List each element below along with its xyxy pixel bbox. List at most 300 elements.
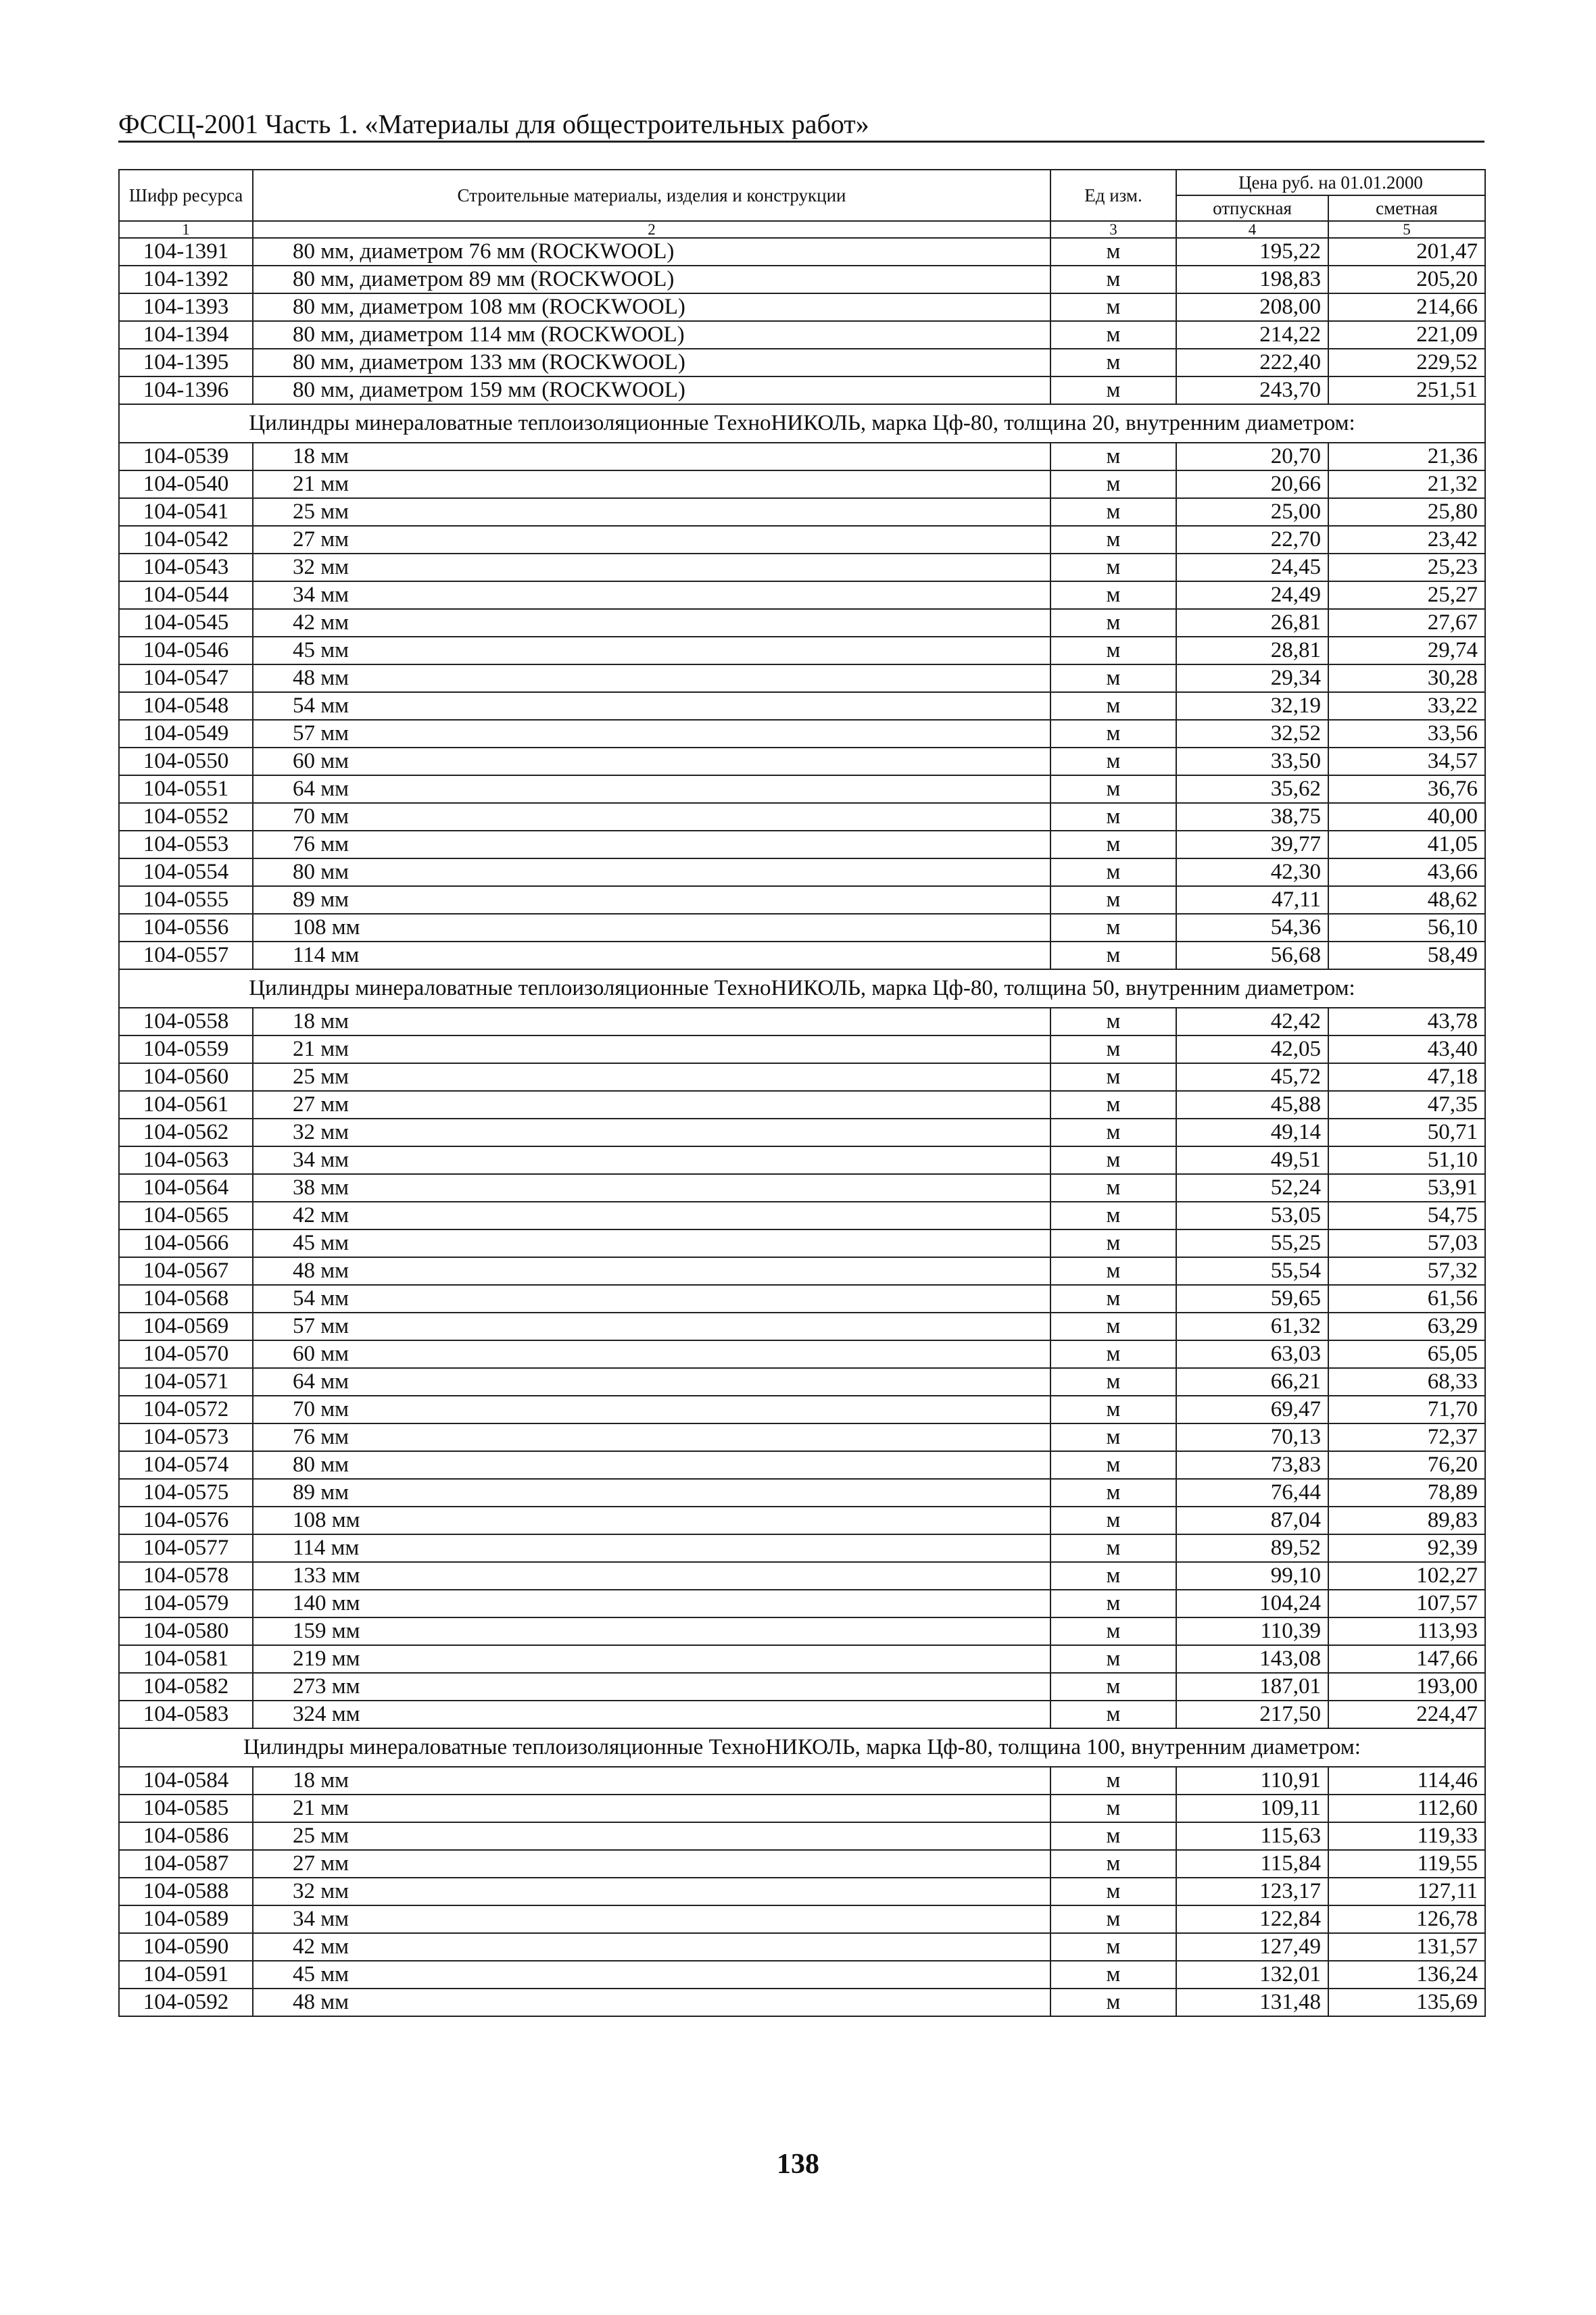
table-row xyxy=(119,1850,1485,1878)
cell-estimate-price: 63,29 xyxy=(1328,1313,1485,1340)
cell-code: 104-1391 xyxy=(119,238,253,266)
cell-unit: м xyxy=(1050,443,1176,470)
table-row xyxy=(119,1146,1485,1174)
cell-name: 34 мм xyxy=(253,1905,1050,1933)
cell-code: 104-0564 xyxy=(119,1174,253,1202)
cell-release-price: 76,44 xyxy=(1176,1479,1328,1507)
cell-release-price: 24,49 xyxy=(1176,581,1328,609)
cell-release-price: 69,47 xyxy=(1176,1396,1328,1423)
table-row xyxy=(119,886,1485,914)
cell-unit: м xyxy=(1050,1396,1176,1423)
cell-estimate-price: 25,23 xyxy=(1328,554,1485,581)
cell-code: 104-1396 xyxy=(119,376,253,404)
cell-name: 64 мм xyxy=(253,1368,1050,1396)
cell-estimate-price: 224,47 xyxy=(1328,1701,1485,1728)
cell-unit: м xyxy=(1050,1119,1176,1146)
table-row xyxy=(119,1035,1485,1063)
cell-name: 34 мм xyxy=(253,1146,1050,1174)
cell-unit: м xyxy=(1050,1617,1176,1645)
table-row xyxy=(119,1933,1485,1961)
table-row xyxy=(119,1368,1485,1396)
cell-estimate-price: 33,22 xyxy=(1328,692,1485,720)
header-name: Строительные материалы, изделия и конструкции xyxy=(253,170,1050,221)
cell-release-price: 110,91 xyxy=(1176,1767,1328,1795)
cell-unit: м xyxy=(1050,775,1176,803)
cell-estimate-price: 33,56 xyxy=(1328,720,1485,748)
table-row xyxy=(119,692,1485,720)
table-row xyxy=(119,1202,1485,1229)
cell-code: 104-0565 xyxy=(119,1202,253,1229)
cell-code: 104-0556 xyxy=(119,914,253,942)
cell-name: 34 мм xyxy=(253,581,1050,609)
cell-release-price: 243,70 xyxy=(1176,376,1328,404)
cell-unit: м xyxy=(1050,1479,1176,1507)
cell-code: 104-0548 xyxy=(119,692,253,720)
cell-unit: м xyxy=(1050,692,1176,720)
cell-code: 104-0544 xyxy=(119,581,253,609)
cell-release-price: 32,52 xyxy=(1176,720,1328,748)
header-release: отпускная xyxy=(1176,195,1328,221)
cell-release-price: 24,45 xyxy=(1176,554,1328,581)
cell-release-price: 208,00 xyxy=(1176,293,1328,321)
cell-code: 104-0591 xyxy=(119,1961,253,1989)
cell-unit: м xyxy=(1050,1905,1176,1933)
section-title-row xyxy=(119,969,1485,1008)
cell-code: 104-0576 xyxy=(119,1507,253,1534)
cell-name: 64 мм xyxy=(253,775,1050,803)
cell-code: 104-0554 xyxy=(119,858,253,886)
table-row xyxy=(119,1767,1485,1795)
table-row xyxy=(119,1562,1485,1590)
cell-name: 21 мм xyxy=(253,470,1050,498)
cell-code: 104-0569 xyxy=(119,1313,253,1340)
cell-code: 104-0582 xyxy=(119,1673,253,1701)
table-row xyxy=(119,1507,1485,1534)
cell-release-price: 131,48 xyxy=(1176,1989,1328,2016)
cell-unit: м xyxy=(1050,1933,1176,1961)
cell-unit: м xyxy=(1050,1878,1176,1905)
cell-release-price: 70,13 xyxy=(1176,1423,1328,1451)
cell-unit: м xyxy=(1050,1767,1176,1795)
cell-name: 45 мм xyxy=(253,1961,1050,1989)
cell-estimate-price: 30,28 xyxy=(1328,664,1485,692)
cell-name: 25 мм xyxy=(253,1822,1050,1850)
cell-unit: м xyxy=(1050,1091,1176,1119)
cell-code: 104-0574 xyxy=(119,1451,253,1479)
cell-code: 104-0579 xyxy=(119,1590,253,1617)
cell-release-price: 198,83 xyxy=(1176,266,1328,293)
table-row xyxy=(119,775,1485,803)
page-header: ФССЦ-2001 Часть 1. «Материалы для общестроительных работ» xyxy=(118,109,869,139)
cell-unit: м xyxy=(1050,831,1176,858)
cell-release-price: 29,34 xyxy=(1176,664,1328,692)
column-number: 2 xyxy=(253,221,1050,238)
cell-estimate-price: 119,55 xyxy=(1328,1850,1485,1878)
table-row xyxy=(119,321,1485,349)
cell-estimate-price: 107,57 xyxy=(1328,1590,1485,1617)
cell-estimate-price: 57,03 xyxy=(1328,1229,1485,1257)
table-row xyxy=(119,637,1485,664)
cell-estimate-price: 251,51 xyxy=(1328,376,1485,404)
table-row xyxy=(119,293,1485,321)
cell-code: 104-0587 xyxy=(119,1850,253,1878)
cell-unit: м xyxy=(1050,321,1176,349)
header-estimate: сметная xyxy=(1328,195,1485,221)
cell-estimate-price: 68,33 xyxy=(1328,1368,1485,1396)
cell-unit: м xyxy=(1050,1701,1176,1728)
cell-code: 104-0571 xyxy=(119,1368,253,1396)
cell-code: 104-0585 xyxy=(119,1795,253,1822)
cell-estimate-price: 47,18 xyxy=(1328,1063,1485,1091)
header-price: Цена руб. на 01.01.2000 xyxy=(1176,170,1485,195)
cell-release-price: 109,11 xyxy=(1176,1795,1328,1822)
table-row xyxy=(119,1174,1485,1202)
table-row xyxy=(119,1285,1485,1313)
cell-release-price: 55,25 xyxy=(1176,1229,1328,1257)
cell-code: 104-1393 xyxy=(119,293,253,321)
cell-unit: м xyxy=(1050,498,1176,526)
cell-name: 42 мм xyxy=(253,1202,1050,1229)
cell-unit: м xyxy=(1050,1645,1176,1673)
cell-unit: м xyxy=(1050,1340,1176,1368)
section-title-row xyxy=(119,1728,1485,1767)
table-row xyxy=(119,1795,1485,1822)
cell-name: 25 мм xyxy=(253,1063,1050,1091)
cell-name: 25 мм xyxy=(253,498,1050,526)
table-row xyxy=(119,1878,1485,1905)
cell-code: 104-0584 xyxy=(119,1767,253,1795)
cell-name: 21 мм xyxy=(253,1795,1050,1822)
cell-code: 104-0570 xyxy=(119,1340,253,1368)
cell-estimate-price: 102,27 xyxy=(1328,1562,1485,1590)
cell-estimate-price: 136,24 xyxy=(1328,1961,1485,1989)
cell-name: 27 мм xyxy=(253,1091,1050,1119)
cell-code: 104-0586 xyxy=(119,1822,253,1850)
section-title: Цилиндры минераловатные теплоизоляционные ТехноНИКОЛЬ, марка Цф-80, толщина 50, внутренним диаметром: xyxy=(119,969,1485,1008)
cell-unit: м xyxy=(1050,1507,1176,1534)
cell-name: 159 мм xyxy=(253,1617,1050,1645)
cell-unit: м xyxy=(1050,526,1176,554)
table-row xyxy=(119,1701,1485,1728)
cell-estimate-price: 25,80 xyxy=(1328,498,1485,526)
cell-name: 70 мм xyxy=(253,803,1050,831)
cell-unit: м xyxy=(1050,376,1176,404)
cell-code: 104-0563 xyxy=(119,1146,253,1174)
cell-release-price: 110,39 xyxy=(1176,1617,1328,1645)
cell-unit: м xyxy=(1050,1961,1176,1989)
cell-release-price: 89,52 xyxy=(1176,1534,1328,1562)
table-row xyxy=(119,1479,1485,1507)
cell-release-price: 49,51 xyxy=(1176,1146,1328,1174)
table-row xyxy=(119,1822,1485,1850)
cell-code: 104-0567 xyxy=(119,1257,253,1285)
cell-release-price: 28,81 xyxy=(1176,637,1328,664)
cell-estimate-price: 76,20 xyxy=(1328,1451,1485,1479)
cell-name: 32 мм xyxy=(253,1878,1050,1905)
cell-name: 48 мм xyxy=(253,664,1050,692)
cell-name: 76 мм xyxy=(253,831,1050,858)
cell-unit: м xyxy=(1050,1989,1176,2016)
cell-estimate-price: 56,10 xyxy=(1328,914,1485,942)
cell-release-price: 49,14 xyxy=(1176,1119,1328,1146)
table-row xyxy=(119,831,1485,858)
cell-unit: м xyxy=(1050,886,1176,914)
cell-name: 80 мм, диаметром 133 мм (ROCKWOOL) xyxy=(253,349,1050,376)
cell-release-price: 20,66 xyxy=(1176,470,1328,498)
cell-name: 219 мм xyxy=(253,1645,1050,1673)
table-row xyxy=(119,1340,1485,1368)
cell-release-price: 59,65 xyxy=(1176,1285,1328,1313)
cell-estimate-price: 57,32 xyxy=(1328,1257,1485,1285)
cell-estimate-price: 131,57 xyxy=(1328,1933,1485,1961)
cell-unit: м xyxy=(1050,554,1176,581)
cell-estimate-price: 27,67 xyxy=(1328,609,1485,637)
cell-code: 104-0545 xyxy=(119,609,253,637)
cell-unit: м xyxy=(1050,1850,1176,1878)
cell-name: 57 мм xyxy=(253,720,1050,748)
cell-code: 104-0589 xyxy=(119,1905,253,1933)
cell-code: 104-0575 xyxy=(119,1479,253,1507)
cell-release-price: 217,50 xyxy=(1176,1701,1328,1728)
cell-unit: м xyxy=(1050,1313,1176,1340)
cell-name: 89 мм xyxy=(253,886,1050,914)
cell-code: 104-0581 xyxy=(119,1645,253,1673)
cell-unit: м xyxy=(1050,1795,1176,1822)
cell-release-price: 42,42 xyxy=(1176,1008,1328,1035)
cell-release-price: 54,36 xyxy=(1176,914,1328,942)
cell-estimate-price: 40,00 xyxy=(1328,803,1485,831)
table-row xyxy=(119,1091,1485,1119)
cell-release-price: 61,32 xyxy=(1176,1313,1328,1340)
cell-release-price: 47,11 xyxy=(1176,886,1328,914)
cell-estimate-price: 58,49 xyxy=(1328,942,1485,969)
cell-estimate-price: 65,05 xyxy=(1328,1340,1485,1368)
cell-unit: м xyxy=(1050,942,1176,969)
cell-estimate-price: 114,46 xyxy=(1328,1767,1485,1795)
cell-release-price: 55,54 xyxy=(1176,1257,1328,1285)
cell-name: 133 мм xyxy=(253,1562,1050,1590)
cell-unit: м xyxy=(1050,748,1176,775)
cell-estimate-price: 113,93 xyxy=(1328,1617,1485,1645)
price-table xyxy=(118,169,1486,2017)
cell-release-price: 73,83 xyxy=(1176,1451,1328,1479)
cell-code: 104-0583 xyxy=(119,1701,253,1728)
cell-unit: м xyxy=(1050,581,1176,609)
cell-unit: м xyxy=(1050,1562,1176,1590)
cell-code: 104-0543 xyxy=(119,554,253,581)
page-number: 138 xyxy=(777,2149,819,2180)
table-row xyxy=(119,1989,1485,2016)
cell-code: 104-0561 xyxy=(119,1091,253,1119)
cell-unit: м xyxy=(1050,803,1176,831)
cell-name: 80 мм, диаметром 89 мм (ROCKWOOL) xyxy=(253,266,1050,293)
cell-release-price: 45,88 xyxy=(1176,1091,1328,1119)
cell-release-price: 122,84 xyxy=(1176,1905,1328,1933)
table-row xyxy=(119,1423,1485,1451)
cell-code: 104-0573 xyxy=(119,1423,253,1451)
cell-estimate-price: 43,78 xyxy=(1328,1008,1485,1035)
cell-code: 104-0577 xyxy=(119,1534,253,1562)
cell-code: 104-0552 xyxy=(119,803,253,831)
cell-name: 80 мм, диаметром 114 мм (ROCKWOOL) xyxy=(253,321,1050,349)
column-number: 1 xyxy=(119,221,253,238)
cell-name: 60 мм xyxy=(253,748,1050,775)
table-row xyxy=(119,609,1485,637)
column-number: 3 xyxy=(1050,221,1176,238)
cell-release-price: 42,30 xyxy=(1176,858,1328,886)
cell-unit: м xyxy=(1050,1174,1176,1202)
table-row xyxy=(119,748,1485,775)
cell-estimate-price: 72,37 xyxy=(1328,1423,1485,1451)
table-row xyxy=(119,858,1485,886)
section-title: Цилиндры минераловатные теплоизоляционные ТехноНИКОЛЬ, марка Цф-80, толщина 100, внутренним диаметром: xyxy=(119,1728,1485,1767)
cell-estimate-price: 43,66 xyxy=(1328,858,1485,886)
header-code: Шифр ресурса xyxy=(119,170,253,221)
cell-release-price: 222,40 xyxy=(1176,349,1328,376)
cell-name: 27 мм xyxy=(253,1850,1050,1878)
cell-name: 48 мм xyxy=(253,1989,1050,2016)
table-row xyxy=(119,1451,1485,1479)
cell-estimate-price: 23,42 xyxy=(1328,526,1485,554)
table-row xyxy=(119,349,1485,376)
cell-release-price: 87,04 xyxy=(1176,1507,1328,1534)
cell-estimate-price: 61,56 xyxy=(1328,1285,1485,1313)
cell-name: 70 мм xyxy=(253,1396,1050,1423)
cell-unit: м xyxy=(1050,1257,1176,1285)
table-row xyxy=(119,914,1485,942)
cell-unit: м xyxy=(1050,914,1176,942)
cell-estimate-price: 25,27 xyxy=(1328,581,1485,609)
cell-release-price: 38,75 xyxy=(1176,803,1328,831)
cell-estimate-price: 135,69 xyxy=(1328,1989,1485,2016)
cell-name: 80 мм, диаметром 76 мм (ROCKWOOL) xyxy=(253,238,1050,266)
cell-release-price: 63,03 xyxy=(1176,1340,1328,1368)
cell-unit: м xyxy=(1050,1285,1176,1313)
cell-release-price: 115,63 xyxy=(1176,1822,1328,1850)
cell-unit: м xyxy=(1050,470,1176,498)
cell-release-price: 39,77 xyxy=(1176,831,1328,858)
table-row xyxy=(119,1534,1485,1562)
cell-unit: м xyxy=(1050,1673,1176,1701)
table-row xyxy=(119,1008,1485,1035)
cell-unit: м xyxy=(1050,1423,1176,1451)
cell-release-price: 187,01 xyxy=(1176,1673,1328,1701)
cell-code: 104-0549 xyxy=(119,720,253,748)
cell-unit: м xyxy=(1050,858,1176,886)
cell-unit: м xyxy=(1050,1822,1176,1850)
cell-release-price: 35,62 xyxy=(1176,775,1328,803)
cell-code: 104-0550 xyxy=(119,748,253,775)
cell-estimate-price: 201,47 xyxy=(1328,238,1485,266)
cell-name: 42 мм xyxy=(253,609,1050,637)
cell-estimate-price: 214,66 xyxy=(1328,293,1485,321)
cell-release-price: 20,70 xyxy=(1176,443,1328,470)
cell-release-price: 45,72 xyxy=(1176,1063,1328,1091)
cell-name: 80 мм, диаметром 108 мм (ROCKWOOL) xyxy=(253,293,1050,321)
table-row xyxy=(119,1905,1485,1933)
cell-name: 89 мм xyxy=(253,1479,1050,1507)
table-row xyxy=(119,1617,1485,1645)
table-row xyxy=(119,720,1485,748)
cell-name: 114 мм xyxy=(253,942,1050,969)
cell-code: 104-0553 xyxy=(119,831,253,858)
cell-name: 80 мм xyxy=(253,1451,1050,1479)
cell-release-price: 115,84 xyxy=(1176,1850,1328,1878)
header-unit: Ед изм. xyxy=(1050,170,1176,221)
cell-release-price: 195,22 xyxy=(1176,238,1328,266)
cell-unit: м xyxy=(1050,349,1176,376)
cell-name: 80 мм, диаметром 159 мм (ROCKWOOL) xyxy=(253,376,1050,404)
cell-name: 324 мм xyxy=(253,1701,1050,1728)
cell-code: 104-0557 xyxy=(119,942,253,969)
cell-code: 104-0551 xyxy=(119,775,253,803)
cell-unit: м xyxy=(1050,720,1176,748)
cell-release-price: 132,01 xyxy=(1176,1961,1328,1989)
cell-estimate-price: 53,91 xyxy=(1328,1174,1485,1202)
cell-code: 104-0566 xyxy=(119,1229,253,1257)
cell-release-price: 214,22 xyxy=(1176,321,1328,349)
cell-name: 18 мм xyxy=(253,1767,1050,1795)
cell-name: 273 мм xyxy=(253,1673,1050,1701)
cell-name: 48 мм xyxy=(253,1257,1050,1285)
cell-unit: м xyxy=(1050,1590,1176,1617)
cell-estimate-price: 36,76 xyxy=(1328,775,1485,803)
cell-unit: м xyxy=(1050,238,1176,266)
cell-estimate-price: 51,10 xyxy=(1328,1146,1485,1174)
cell-estimate-price: 50,71 xyxy=(1328,1119,1485,1146)
cell-code: 104-1395 xyxy=(119,349,253,376)
cell-unit: м xyxy=(1050,293,1176,321)
cell-estimate-price: 54,75 xyxy=(1328,1202,1485,1229)
cell-release-price: 104,24 xyxy=(1176,1590,1328,1617)
table-row xyxy=(119,376,1485,404)
cell-release-price: 53,05 xyxy=(1176,1202,1328,1229)
cell-unit: м xyxy=(1050,266,1176,293)
cell-release-price: 99,10 xyxy=(1176,1562,1328,1590)
table-row xyxy=(119,498,1485,526)
column-number: 5 xyxy=(1328,221,1485,238)
cell-name: 42 мм xyxy=(253,1933,1050,1961)
cell-name: 45 мм xyxy=(253,1229,1050,1257)
cell-code: 104-0558 xyxy=(119,1008,253,1035)
table-row xyxy=(119,1119,1485,1146)
cell-estimate-price: 126,78 xyxy=(1328,1905,1485,1933)
cell-name: 18 мм xyxy=(253,1008,1050,1035)
cell-estimate-price: 21,36 xyxy=(1328,443,1485,470)
cell-release-price: 25,00 xyxy=(1176,498,1328,526)
cell-release-price: 52,24 xyxy=(1176,1174,1328,1202)
table-row xyxy=(119,1396,1485,1423)
cell-unit: м xyxy=(1050,1451,1176,1479)
cell-unit: м xyxy=(1050,1229,1176,1257)
cell-unit: м xyxy=(1050,1368,1176,1396)
cell-code: 104-0540 xyxy=(119,470,253,498)
cell-code: 104-0588 xyxy=(119,1878,253,1905)
cell-estimate-price: 48,62 xyxy=(1328,886,1485,914)
section-title: Цилиндры минераловатные теплоизоляционные ТехноНИКОЛЬ, марка Цф-80, толщина 20, внутренним диаметром: xyxy=(119,404,1485,443)
cell-unit: м xyxy=(1050,609,1176,637)
cell-name: 32 мм xyxy=(253,554,1050,581)
cell-code: 104-0590 xyxy=(119,1933,253,1961)
cell-code: 104-0546 xyxy=(119,637,253,664)
table-row xyxy=(119,1673,1485,1701)
cell-unit: м xyxy=(1050,1202,1176,1229)
cell-name: 18 мм xyxy=(253,443,1050,470)
table-row xyxy=(119,1961,1485,1989)
cell-name: 108 мм xyxy=(253,914,1050,942)
table-row xyxy=(119,1257,1485,1285)
header-rule xyxy=(118,141,1484,143)
